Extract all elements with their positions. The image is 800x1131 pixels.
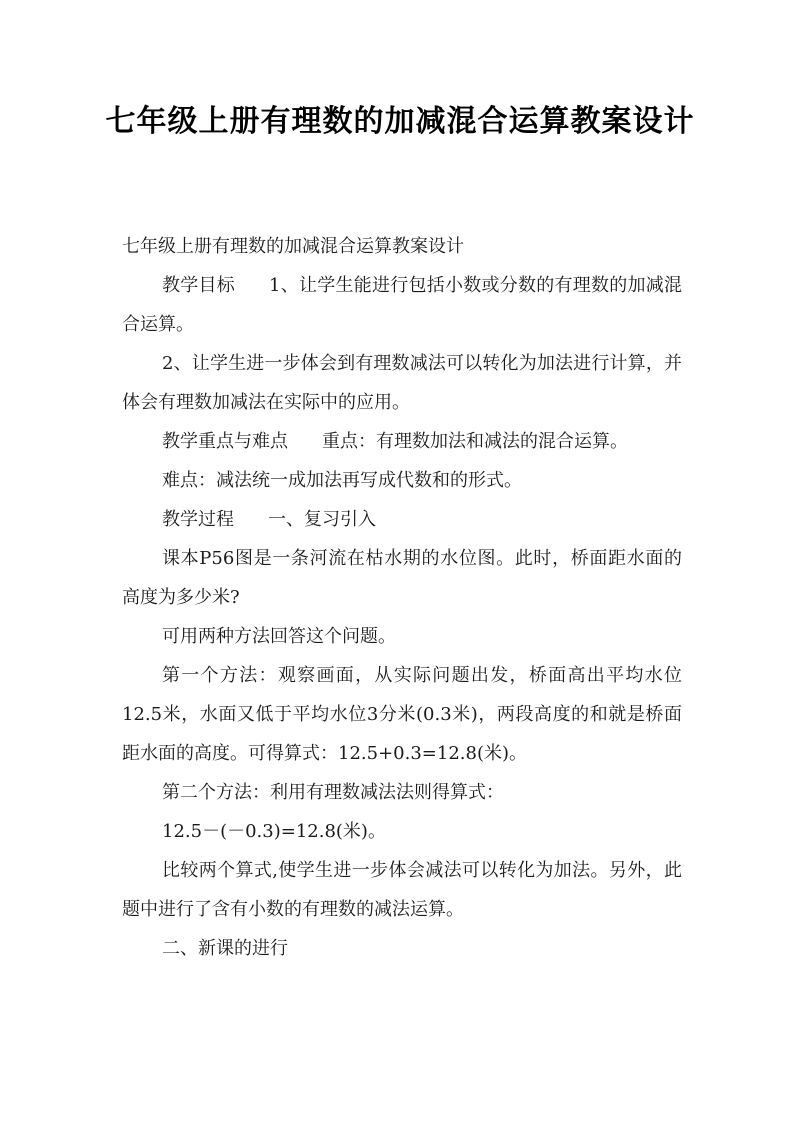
paragraph-text: 比较两个算式,使学生进一步体会减法可以转化为加法。另外，此题中进行了含有小数的有理数的减法运算。 [122, 860, 682, 920]
paragraph-key-points [122, 422, 682, 461]
paragraph-text: 第一个方法：观察画面，从实际问题出发，桥面高出平均水位12.5米，水面又低于平均水位3分米(0.3米)，两段高度的和就是桥面距水面的高度。可得算式：12.5+0.3=12.8(米)。 [122, 665, 682, 764]
paragraph-label: 教学重点与难点 [162, 431, 288, 452]
paragraph-text: 二、新课的进行 [162, 938, 288, 959]
paragraph-text: 课本P56图是一条河流在枯水期的水位图。此时，桥面距水面的高度为多少米? [122, 548, 682, 608]
paragraph-text: 重点：有理数加法和减法的混合运算。 [322, 431, 628, 452]
paragraph-text: 难点：减法统一成加法再写成代数和的形式。 [162, 470, 522, 491]
paragraph-text: 2、让学生进一步体会到有理数减法可以转化为加法进行计算，并体会有理数加减法在实际中的应用。 [122, 353, 682, 413]
paragraph-text: 一、复习引入 [268, 509, 376, 530]
paragraph-teaching-goals [122, 266, 682, 344]
document-body [122, 227, 682, 968]
paragraph-comparison [122, 851, 682, 929]
paragraph-label: 教学过程 [162, 509, 234, 530]
paragraph-difficulty [122, 461, 682, 500]
paragraph-method-2 [122, 773, 682, 812]
paragraph-text: 12.5－(－0.3)=12.8(米)。 [162, 821, 386, 842]
paragraph-method-1 [122, 656, 682, 773]
paragraph-label: 教学目标 [162, 275, 236, 296]
paragraph-text: 1、让学生能进行包括小数或分数的有理数的加减混合运算。 [122, 275, 683, 335]
paragraph-new-lesson [122, 929, 682, 968]
paragraph-text: 可用两种方法回答这个问题。 [162, 626, 396, 647]
paragraph-text: 第二个方法：利用有理数减法法则得算式： [162, 782, 504, 803]
paragraph-goal-2 [122, 344, 682, 422]
document-title: 七年级上册有理数的加减混合运算教案设计 [105, 104, 695, 139]
paragraph-textbook-question [122, 539, 682, 617]
paragraph-text: 七年级上册有理数的加减混合运算教案设计 [122, 236, 464, 257]
paragraph-formula [122, 812, 682, 851]
paragraph-process [122, 500, 682, 539]
paragraph-two-methods [122, 617, 682, 656]
paragraph-subtitle [122, 227, 682, 266]
